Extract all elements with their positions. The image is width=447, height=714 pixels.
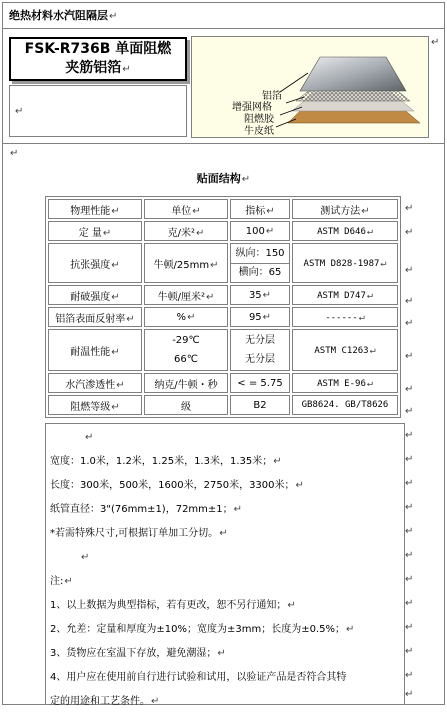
method-cell: GB8624. GB/T8626 [292, 395, 398, 415]
paragraph-mark-icon: ↵ [405, 227, 414, 238]
product-name-box [9, 37, 187, 81]
header-cell: 测试方法↵ [292, 199, 398, 219]
table-header-row [48, 199, 398, 219]
property-cell: 水汽渗透性↵ [48, 373, 142, 393]
table-row [48, 395, 398, 415]
layer-label-mesh: 增强网格 [232, 102, 272, 113]
paragraph-mark-icon: ↵ [405, 351, 414, 362]
paragraph-mark-icon: ↵ [15, 106, 24, 117]
paragraph-mark-icon: ↵ [405, 622, 414, 633]
paragraph-mark-icon: ↵ [405, 296, 414, 307]
layer-label-adhesive: 阻燃胶 [244, 114, 274, 125]
paragraph-mark-icon: ↵ [405, 689, 414, 700]
paragraph-mark-icon: ↵ [405, 318, 414, 329]
header-cell: 指标↵ [230, 199, 290, 219]
paragraph-mark-icon: ↵ [405, 406, 414, 417]
paragraph-mark-icon: ↵ [405, 478, 414, 489]
layer-structure-illustration [191, 36, 429, 138]
value-cell: 35↵ [230, 285, 290, 305]
notes-item: 4、用户应在使用前自行进行试验和试用，以验证产品是否符合其特 [50, 672, 347, 683]
unit-cell: 克/米²↵ [144, 221, 228, 241]
notes-box [45, 423, 405, 705]
paragraph-mark-icon: ↵ [405, 598, 414, 609]
notes-length: 长度：300米，500米，1600米，2750米，3300米；↵ [50, 480, 304, 491]
paragraph-mark-icon: ↵ [405, 526, 414, 537]
property-cell: 耐温性能↵ [48, 329, 142, 371]
paragraph-mark-icon: ↵ [405, 550, 414, 561]
notes-item: 2、允差：定量和厚度为±10%；宽度为±3mm；长度为±0.5%；↵ [50, 624, 355, 635]
paragraph-mark-icon: ↵ [405, 502, 414, 513]
unit-cell: -29℃ 66℃ [144, 329, 228, 371]
notes-blank-line: ↵ [85, 432, 94, 443]
product-name-line1: FSK-R736B 单面阻燃 [24, 41, 172, 57]
paragraph-mark-icon: ↵ [405, 574, 414, 585]
table-row [48, 221, 398, 241]
paragraph-mark-icon: ↵ [405, 384, 414, 395]
foil-layer [300, 57, 406, 91]
method-cell: ------↵ [292, 307, 398, 327]
value-cell: 100↵ [230, 221, 290, 241]
paragraph-mark-icon: ↵ [405, 454, 414, 465]
notes-label: 注:↵ [50, 576, 73, 587]
paragraph-mark-icon: ↵ [405, 203, 414, 214]
method-cell: ASTM D646↵ [292, 221, 398, 241]
method-cell: ASTM D747↵ [292, 285, 398, 305]
notes-custom: *若需特殊尺寸,可根据订单加工分切。↵ [50, 528, 228, 539]
notes-blank-line: ↵ [81, 552, 90, 563]
paragraph-mark-icon: ↵ [10, 148, 19, 159]
property-cell: 铝箔表面反射率↵ [48, 307, 142, 327]
notes-item: 1、以上数据为典型指标，若有更改，恕不另行通知；↵ [50, 600, 296, 611]
property-cell: 阻燃等级↵ [48, 395, 142, 415]
unit-cell: 牛顿/厘米²↵ [144, 285, 228, 305]
notes-item: 3、货物应在室温下存放，避免潮湿；↵ [50, 648, 226, 659]
spec-table [45, 196, 401, 418]
table-row [48, 285, 398, 305]
table-row [48, 373, 398, 393]
property-cell: 定 量↵ [48, 221, 142, 241]
paragraph-mark-icon: ↵ [405, 265, 414, 276]
notes-core: 纸管直径：3"(76mm±1)，72mm±1；↵ [50, 504, 243, 515]
header-cell: 单位↵ [144, 199, 228, 219]
value-cell: < = 5.75 [230, 373, 290, 393]
value-cell: 无分层 无分层 [230, 329, 290, 371]
layer-label-kraft: 牛皮纸 [244, 126, 274, 137]
table-row [48, 307, 398, 327]
page-frame [2, 2, 445, 705]
layer-label-foil: 铝箔 [262, 91, 282, 102]
notes-item: 定的用途和工艺条件。↵ [50, 696, 160, 707]
method-cell: ASTM E-96↵ [292, 373, 398, 393]
value-cell: 纵向：150 横向：65 [230, 243, 290, 283]
unit-cell: %↵ [144, 307, 228, 327]
value-cell: B2 [230, 395, 290, 415]
property-cell: 耐破强度↵ [48, 285, 142, 305]
notes-width: 宽度：1.0米，1.2米，1.25米，1.3米，1.35米；↵ [50, 456, 282, 467]
method-cell: ASTM D828-1987↵ [292, 243, 398, 283]
method-cell: ASTM C1263↵ [292, 329, 398, 371]
unit-cell: 牛顿/25mm↵ [144, 243, 228, 283]
paragraph-mark-icon: ↵ [405, 430, 414, 441]
table-row [48, 329, 398, 371]
paragraph-mark-icon: ↵ [109, 11, 118, 22]
unit-cell: 纳克/牛顿・秒 [144, 373, 228, 393]
paragraph-mark-icon: ↵ [405, 670, 414, 681]
header-cell: 物理性能↵ [48, 199, 142, 219]
property-cell: 抗张强度↵ [48, 243, 142, 283]
value-cell: 95↵ [230, 307, 290, 327]
foil-layers-diagram [192, 37, 428, 137]
paragraph-mark-icon: ↵ [431, 37, 440, 48]
divider [3, 143, 444, 144]
paragraph-mark-icon: ↵ [405, 646, 414, 657]
page-title: 绝热材料水汽阻隔层 [9, 9, 108, 22]
page-title-bar [3, 3, 444, 29]
table-row [48, 243, 398, 283]
section-title: 贴面结构↵ [196, 172, 251, 185]
unit-cell: 级 [144, 395, 228, 415]
product-name-line2: 夹筋铝箔↵ [65, 60, 131, 76]
empty-info-box [9, 85, 187, 137]
